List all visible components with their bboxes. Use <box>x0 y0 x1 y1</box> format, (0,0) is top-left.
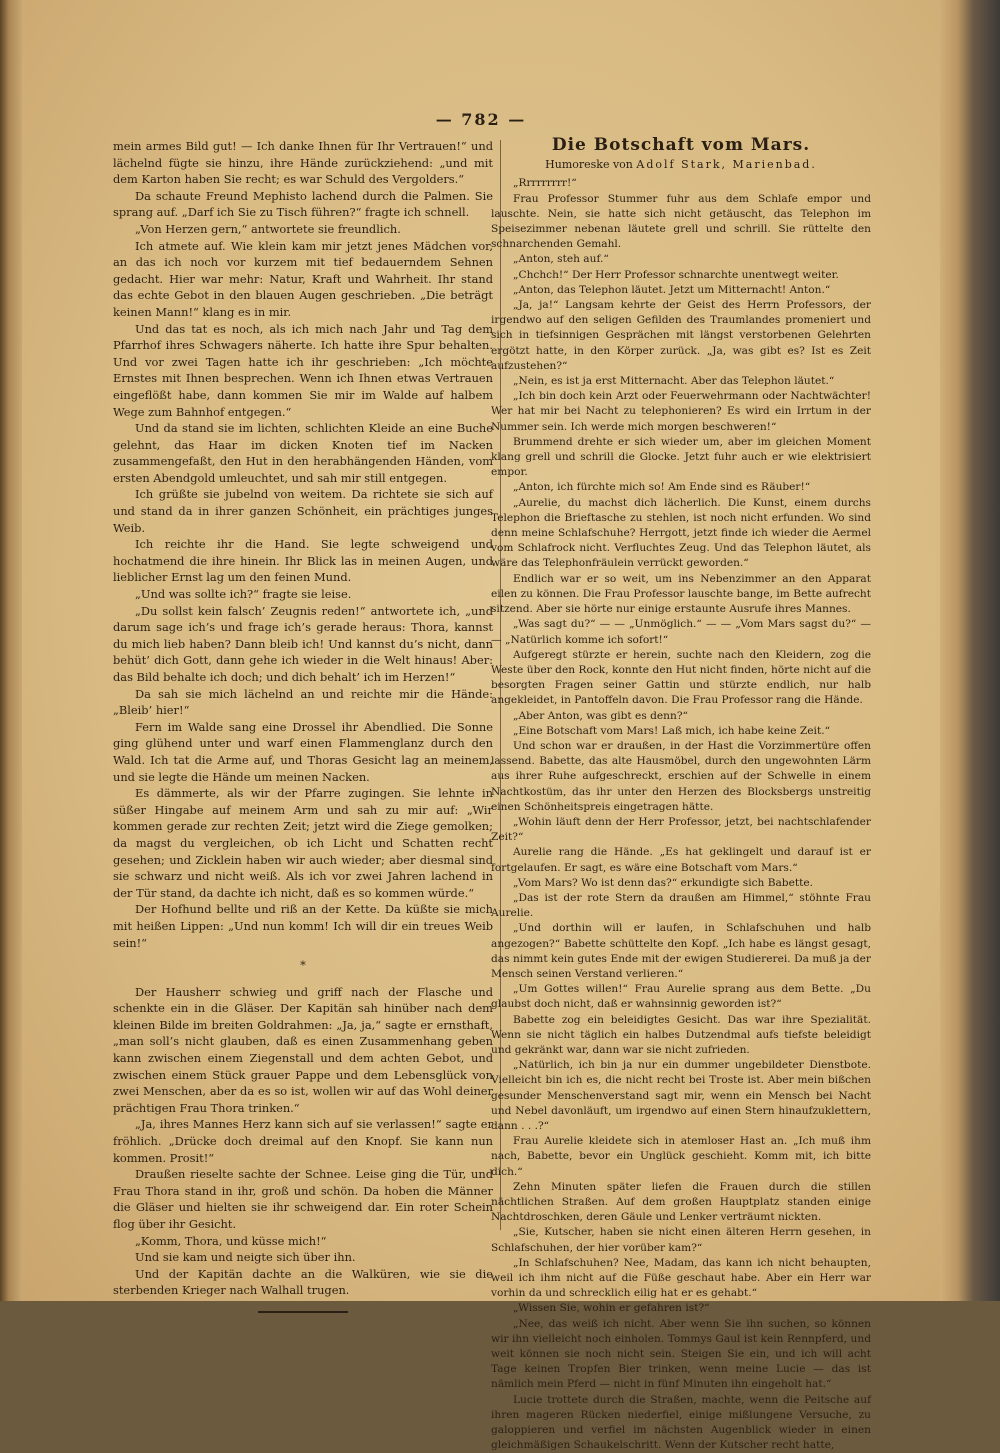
left-column <box>113 138 493 1313</box>
paragraph: Und sie kam und neigte sich über ihn. <box>135 1250 356 1265</box>
paragraph: „Um Gottes willen!“ Frau Aurelie sprang aus dem Bette. „Du glaubst doch nicht, daß er wahnsinnig geworden ist?“ <box>491 983 871 1011</box>
paragraph: Und das tat es noch, als ich mich nach Jahr und Tag dem Pfarrhof ihres Schwagers näherte. Ich hatte ihre Spur behalten. Und vor zwei Tagen hatte ich ihr geschrieben: „Ich möchte Ernstes mit Ihnen besprechen. Wenn ich Ihnen etwas Vertrauen eingeflößt habe, dann kommen Sie mir im Walde auf halbem Wege zum Bahnhof entgegen.“ <box>113 321 493 419</box>
paragraph: „Und was sollte ich?“ fragte sie leise. <box>135 587 352 602</box>
paragraph: mein armes Bild gut! — Ich danke Ihnen für Ihr Vertrauen!“ und lächelnd fügte sie hinzu, ihre Hände zurückziehend: „und mit dem Karton haben Sie recht; es war Schuld des Vergolders.“ <box>113 139 493 187</box>
paragraph: Aufgeregt stürzte er herein, suchte nach den Kleidern, zog die Weste über den Rock, konnte den Hut nicht finden, hörte nicht auf die besorgten Fragen seiner Gattin und stürzte endlich, nur halb angekleidet, in Pantoffeln davon. Die Frau Professor rang die Hände. <box>491 648 871 707</box>
paragraph: „In Schlafschuhen? Nee, Madam, das kann ich nicht behaupten, weil ich ihm nicht auf die Füße geschaut habe. Aber ein Herr war vorhin da und schrecklich eilig hat er es gehabt.“ <box>491 1256 871 1300</box>
paragraph: „Vom Mars? Wo ist denn das?“ erkundigte sich Babette. <box>513 876 814 889</box>
paragraph: „Komm, Thora, und küsse mich!“ <box>135 1233 327 1248</box>
paragraph: „Rrrrrrrrr!“ <box>513 177 577 190</box>
paragraph: „Anton, steh auf.“ <box>513 253 609 266</box>
paragraph: „Das ist der rote Stern da draußen am Himmel,“ stöhnte Frau Aurelie. <box>491 891 871 920</box>
paragraph: Babette zog ein beleidigtes Gesicht. Das war ihre Spezialität. Wenn sie nicht täglich ein halbes Dutzendmal aufs tiefste beleidigt und gekränkt war, dann war sie nicht zufrieden. <box>491 1013 871 1056</box>
story-title: Die Botschaft vom Mars. <box>551 135 811 155</box>
paragraph: Frau Professor Stummer fuhr aus dem Schlafe empor und lauschte. Nein, sie hatte sich nicht getäuscht, das Telephon im Speisezimmer nebenan läutete grell und schrill. Sie rüttelte den schnarchenden Gemahl. <box>491 192 871 251</box>
paragraph: Aurelie rang die Hände. „Es hat geklingelt und darauf ist er fortgelaufen. Er sagt, es wäre eine Botschaft vom Mars.“ <box>491 846 871 874</box>
right-column <box>491 135 871 1453</box>
paragraph: „Von Herzen gern,“ antwortete sie freundlich. <box>135 221 401 236</box>
paragraph: „Wohin läuft denn der Herr Professor, jetzt, bei nachtschlafender Zeit?“ <box>491 815 871 844</box>
paragraph: Es dämmerte, als wir der Pfarre zugingen. Sie lehnte in süßer Hingabe auf meinem Arm und sah zu mir auf: „Wir kommen gerade zur rechten Zeit; jetzt wird die Ziege gemolken; da magst du vergleichen, ob ich Licht und Schatten recht gesehen; und Zicklein haben wir auch wieder; aber diesmal sind sie schwarz und nicht weiß. Als ich vor zwei Jahren lachend in der Tür stand, da dachte ich nicht, daß es so kommen würde.“ <box>113 786 493 900</box>
paragraph: Brummend drehte er sich wieder um, aber im gleichen Moment klang grell und schrill die Glocke. Jetzt fuhr auch er wie elektrisiert empor. <box>491 435 871 479</box>
paragraph: Da schaute Freund Mephisto lachend durch die Palmen. Sie sprang auf. „Darf ich Sie zu Tisch führen?“ fragte ich schnell. <box>113 188 493 220</box>
paragraph: „Aber Anton, was gibt es denn?“ <box>513 709 688 722</box>
paragraph: Und der Kapitän dachte an die Walküren, wie sie die sterbenden Krieger nach Walhall trugen. <box>113 1266 493 1298</box>
paragraph: Ich atmete auf. Wie klein kam mir jetzt jenes Mädchen vor, an das ich noch vor kurzem mit tief bedauerndem Sehnen gedacht. Hier war mehr: Natur, Kraft und Wahrheit. Ihr stand das echte Gebot in den blauen Augen geschrieben. „Die beträgt keinen Mann!“ klang es in mir. <box>113 238 493 319</box>
paragraph: „Ja, ihres Mannes Herz kann sich auf sie verlassen!“ sagte er fröhlich. „Drücke doch dreimal auf den Knopf. Sie kann nun kommen. Prosit!“ <box>113 1117 493 1165</box>
paragraph: Frau Aurelie kleidete sich in atemloser Hast an. „Ich muß ihm nach, Babette, bevor ein Unglück geschieht. Komm mit, ich bitte dich.“ <box>491 1135 871 1178</box>
paragraph: „Ich bin doch kein Arzt oder Feuerwehrmann oder Nachtwächter! Wer hat mir bei Nacht zu telephonieren? Es wird ein Irrtum in der Nummer sein. Ich werde mich morgen beschweren!“ <box>491 390 871 433</box>
paragraph: Ich reichte ihr die Hand. Sie legte schweigend und hochatmend die ihre hinein. Ihr Blick las in meinen Augen, und lieblicher Ernst lag um den feinen Mund. <box>113 537 493 585</box>
end-rule <box>258 1311 348 1313</box>
book-binding-edge <box>0 0 22 1301</box>
paragraph: Der Hofhund bellte und riß an der Kette. Da küßte sie mich mit heißen Lippen: „Und nun komm! Ich will dir ein treues Weib sein!“ <box>113 902 493 950</box>
paragraph: „Wissen Sie, wohin er gefahren ist?“ <box>513 1302 710 1315</box>
paragraph: Draußen rieselte sachte der Schnee. Leise ging die Tür, und Frau Thora stand in ihr, groß und schön. Da hoben die Männer die Gläser und hielten sie ihr schweigend dar. Ein roter Schein flog über ihr Gesicht. <box>113 1167 493 1231</box>
paragraph: Ich grüßte sie jubelnd von weitem. Da richtete sie sich auf und stand da in ihrer ganzen Schönheit, ein prächtiges junges Weib. <box>113 487 493 535</box>
paragraph: Endlich war er so weit, um ins Nebenzimmer an den Apparat eilen zu können. Die Frau Professor lauschte bange, im Bette aufrecht sitzend. Aber sie hörte nur einige erstaunte Ausrufe ihres Mannes. <box>491 572 871 616</box>
paragraph: „Natürlich, ich bin ja nur ein dummer ungebildeter Dienstbote. Vielleicht bin ich es, die nicht recht bei Troste ist. Aber mein bißchen gesunder Menschenverstand sagt mir, wenn ein Mensch bei Nacht und Nebel davonläuft, um irgendwo auf einen Stern hinaufzuklettern, dann . . .?“ <box>491 1059 871 1132</box>
paragraph: „Nein, es ist ja erst Mitternacht. Aber das Telephon läutet.“ <box>513 375 835 388</box>
paragraph: „Was sagt du?“ — — „Unmöglich.“ — — „Vom Mars sagst du?“ — — „Natürlich komme ich sofort!“ <box>491 618 871 646</box>
paragraph: „Nee, das weiß ich nicht. Aber wenn Sie ihn suchen, so können wir ihn vielleicht noch einholen. Tommys Gaul ist kein Rennpferd, und weit können sie noch nicht sein. Steigen Sie ein, und ich will acht Tage keinen Tropfen Bier trinken, wenn meine Lucie — das ist nämlich mein Pferd — nicht in fünf Minuten ihn eingeholt hat.“ <box>491 1317 871 1391</box>
paragraph: „Anton, ich fürchte mich so! Am Ende sind es Räuber!“ <box>513 481 811 494</box>
paragraph: „Chchch!“ Der Herr Professor schnarchte unentwegt weiter. <box>513 268 839 281</box>
page-number: — 782 — <box>435 110 527 129</box>
paragraph: „Anton, das Telephon läutet. Jetzt um Mitternacht! Anton.“ <box>513 283 831 296</box>
paragraph: „Sie, Kutscher, haben sie nicht einen älteren Herrn gesehen, in Schlafschuhen, der hier vorüber kam?“ <box>491 1226 871 1254</box>
paragraph: „Aurelie, du machst dich lächerlich. Die Kunst, einem durchs Telephon die Brieftasche zu stehlen, ist noch nicht erfunden. Wo sind denn meine Schlafschuhe? Herrgott, jetzt finde ich wieder die Aermel vom Schlafrock nicht. Verfluchtes Zeug. Und das Telephon läutet, als wäre das Telephonfräulein verrückt geworden.“ <box>491 496 871 570</box>
story-byline <box>491 157 871 172</box>
paragraph: „Du sollst kein falsch’ Zeugnis reden!“ antwortete ich, „und darum sage ich’s und frage ich’s gerade heraus: Thora, kannst du mich lieb haben? Dann bleib ich! Und kannst du’s nicht, dann behüt’ dich Gott, dann gehe ich wieder in die Welt hinaus! Aber: das Bild behalte ich doch; und dich behalt’ ich im Herzen!“ <box>113 603 493 684</box>
paragraph: Und schon war er draußen, in der Hast die Vorzimmertüre offen lassend. Babette, das alte Hausmöbel, durch den ungewohnten Lärm aus ihrer Ruhe aufgeschreckt, erschien auf der Schwelle in einem Nachtkostüm, das ihr unter den Herzen des Blocksbergs unstreitig einen Schönheitspreis eingetragen hätte. <box>491 739 871 813</box>
paragraph: Lucie trottete durch die Straßen, machte, wenn die Peitsche auf ihren mageren Rücken niederfiel, einige mißlungene Versuche, zu galoppieren und verfiel im nächsten Augenblick wieder in einen gleichmäßigen Schaukelschritt. Wenn der Kutscher recht hatte, <box>491 1393 871 1452</box>
paragraph: „Und dorthin will er laufen, in Schlafschuhen und halb angezogen?“ Babette schüttelte den Kopf. „Ich habe es längst gesagt, das nimmt kein gutes Ende mit der ewigen Studiererei. Da muß ja der Mensch seinen Verstand verlieren.“ <box>491 922 871 980</box>
paragraph: Zehn Minuten später liefen die Frauen durch die stillen nächtlichen Straßen. Auf dem großen Hauptplatz standen einige Nachtdroschken, deren Gäule und Lenker verträumt nickten. <box>491 1180 871 1224</box>
paragraph: Der Hausherr schwieg und griff nach der Flasche und schenkte ein in die Gläser. Der Kapitän sah hinüber nach dem kleinen Bilde im breiten Goldrahmen: „Ja, ja,“ sagte er ernsthaft, „man soll’s nicht glauben, daß es einen Zusammenhang geben kann zwischen einem Ziegenstall und dem achten Gebot, und zwischen einem Stück grauer Pappe und dem Lebensglück von zwei Menschen, aber da es so ist, wollen wir auf das Wohl deiner prächtigen Frau Thora trinken.“ <box>113 984 493 1115</box>
paragraph: „Eine Botschaft vom Mars! Laß mich, ich habe keine Zeit.“ <box>513 724 830 737</box>
byline-prefix: Humoreske von <box>545 158 633 172</box>
author-name: Adolf Stark, Marienbad. <box>636 158 817 172</box>
section-break: * <box>300 958 306 973</box>
paragraph: Da sah sie mich lächelnd an und reichte mir die Hände: „Bleib’ hier!“ <box>113 686 493 718</box>
paragraph: „Ja, ja!“ Langsam kehrte der Geist des Herrn Professors, der irgendwo auf den seligen Gefilden des Traumlandes promeniert und sich in tiefsinnigen Gesprächen mit längst verstorbenen Gelehrten ergötzt hatte, in den Körper zurück. „Ja, was gibt es? Ist es Zeit aufzustehen?“ <box>491 299 871 372</box>
paragraph: Fern im Walde sang eine Drossel ihr Abendlied. Die Sonne ging glühend unter und warf einen Flammenglanz durch den Wald. Ich tat die Arme auf, und Thoras Gesicht lag an meinem, und sie legte die Hände um meinen Nacken. <box>113 719 493 784</box>
paragraph: Und da stand sie im lichten, schlichten Kleide an eine Buche gelehnt, das Haar im dicken Knoten tief im Nacken zusammengefaßt, den Hut in den herabhängenden Händen, vom ersten Abendgold umleuchtet, und sah mir still entgegen. <box>113 421 493 485</box>
next-page-edge <box>940 0 1000 1301</box>
